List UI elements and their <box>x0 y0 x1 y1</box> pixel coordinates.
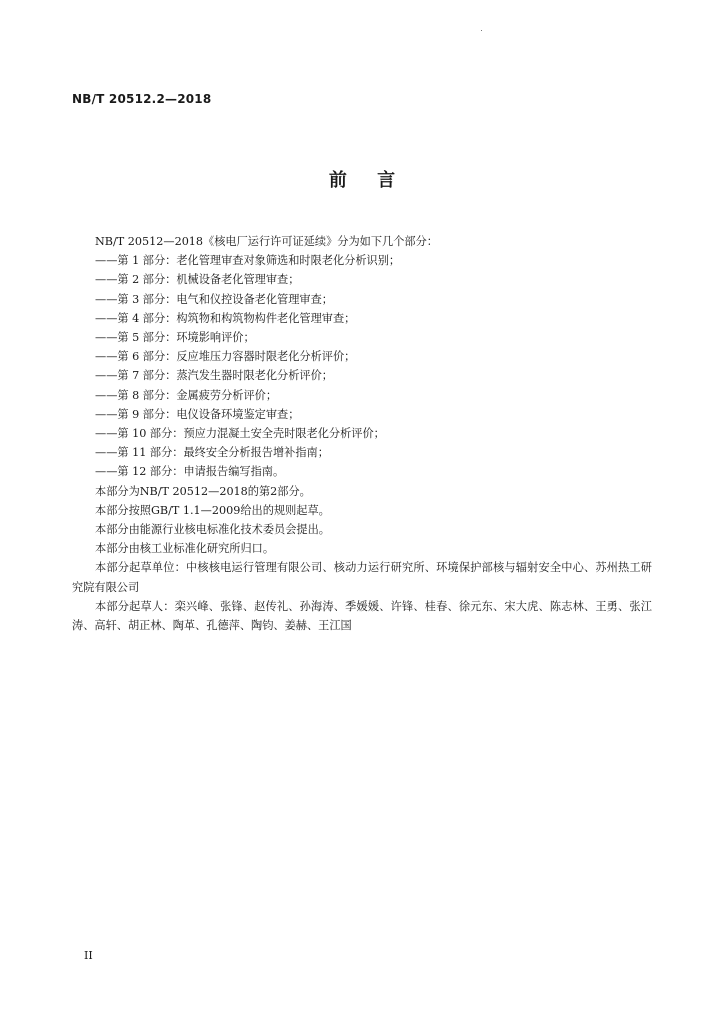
part-item-3: ——第 3 部分：电气和仪控设备老化管理审查； <box>95 292 333 306</box>
statement-proposed-by: 本部分由能源行业核电标准化技术委员会提出。 <box>95 523 330 537</box>
part-item-8: ——第 8 部分：金属疲劳分析评价； <box>95 388 278 402</box>
foreword-body <box>72 232 652 635</box>
page-title: 前 言 <box>328 170 408 191</box>
page-number: II <box>84 949 93 962</box>
drafters-paragraph: 本部分起草人：栾兴峰、张锋、赵传礼、孙海涛、季媛媛、许锋、桂春、徐元东、宋大虎、陈志林、王勇、张江涛、高轩、胡正林、陶革、孔德萍、陶钧、姜赫、王江国 <box>72 599 652 633</box>
part-item-12: ——第 12 部分：申请报告编写指南。 <box>95 465 285 479</box>
statement-under-jurisdiction: 本部分由核工业标准化研究所归口。 <box>95 542 275 556</box>
part-item-1: ——第 1 部分：老化管理审查对象筛选和时限老化分析识别； <box>95 254 401 268</box>
intro-line: NB/T 20512—2018《核电厂运行许可证延续》分为如下几个部分： <box>95 235 438 248</box>
part-item-9: ——第 9 部分：电仪设备环境鉴定审查； <box>95 407 300 421</box>
part-item-4: ——第 4 部分：构筑物和构筑物构件老化管理审查； <box>95 311 356 325</box>
part-item-6: ——第 6 部分：反应堆压力容器时限老化分析评价； <box>95 350 356 364</box>
part-item-5: ——第 5 部分：环境影响评价； <box>95 331 255 345</box>
standard-code-header: NB/T 20512.2—2018 <box>72 92 212 106</box>
statement-part-number: 本部分为NB/T 20512—2018的第2部分。 <box>95 484 311 498</box>
scan-dot-mark <box>481 30 482 31</box>
part-item-11: ——第 11 部分：最终安全分析报告增补指南； <box>95 446 329 460</box>
part-item-10: ——第 10 部分：预应力混凝土安全壳时限老化分析评价； <box>95 427 385 441</box>
part-item-2: ——第 2 部分：机械设备老化管理审查； <box>95 273 300 287</box>
statement-drafting-rules: 本部分按照GB/T 1.1—2009给出的规则起草。 <box>95 503 330 517</box>
part-item-7: ——第 7 部分：蒸汽发生器时限老化分析评价； <box>95 369 333 383</box>
drafting-units-paragraph: 本部分起草单位：中核核电运行管理有限公司、核动力运行研究所、环境保护部核与辐射安全中心、苏州热工研究院有限公司 <box>72 561 652 594</box>
